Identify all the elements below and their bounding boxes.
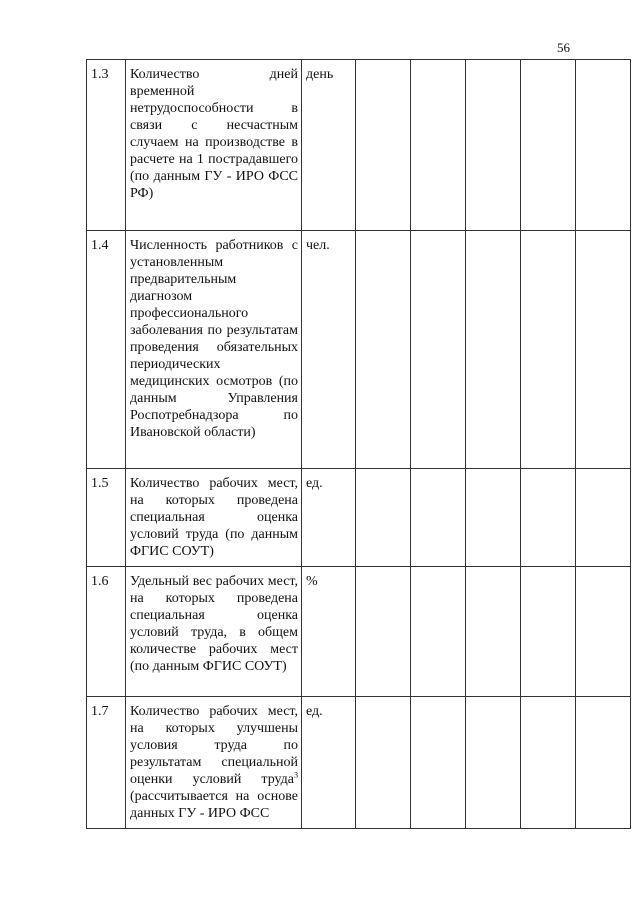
- empty-cell: [521, 60, 576, 231]
- table-row: [87, 697, 631, 829]
- empty-cell: [356, 567, 411, 697]
- empty-cell: [466, 60, 521, 231]
- empty-cell: [411, 567, 466, 697]
- row-number: 1.7: [87, 697, 126, 829]
- empty-cell: [576, 697, 631, 829]
- empty-cell: [576, 469, 631, 567]
- table-row: [87, 231, 631, 469]
- empty-cell: [356, 469, 411, 567]
- empty-cell: [466, 567, 521, 697]
- table-row: [87, 60, 631, 231]
- empty-cell: [411, 231, 466, 469]
- row-description: Численность работников с установленным предварительным диагнозом профессионального заболевания по результатам проведения обязательных периодических медицинских осмотров (по данным Управления Роспотребнадзора по Ивановской области): [126, 231, 302, 469]
- row-description: Количество дней временной нетрудоспособности в связи с несчастным случаем на производстве в расчете на 1 пострадавшего (по данным ГУ - ИРО ФСС РФ): [126, 60, 302, 231]
- row-unit: ед.: [302, 697, 356, 829]
- row-number: 1.3: [87, 60, 126, 231]
- row-description: Удельный вес рабочих мест, на которых проведена специальная оценка условий труда, в общем количестве рабочих мест (по данным ФГИС СОУТ): [126, 567, 302, 697]
- empty-cell: [466, 231, 521, 469]
- row-unit: ед.: [302, 469, 356, 567]
- page-number: 56: [557, 40, 570, 55]
- empty-cell: [576, 60, 631, 231]
- empty-cell: [356, 231, 411, 469]
- row-description-continuation: (рассчитывается на основе данных ГУ - ИРО ФСС: [130, 789, 298, 821]
- row-unit: чел.: [302, 231, 356, 469]
- row-unit: день: [302, 60, 356, 231]
- row-description: [126, 697, 302, 829]
- empty-cell: [356, 697, 411, 829]
- row-number: 1.5: [87, 469, 126, 567]
- empty-cell: [466, 697, 521, 829]
- empty-cell: [411, 697, 466, 829]
- table-row: [87, 567, 631, 697]
- table-row: [87, 469, 631, 567]
- empty-cell: [521, 231, 576, 469]
- row-description: Количество рабочих мест, на которых проведена специальная оценка условий труда (по данным ФГИС СОУТ): [126, 469, 302, 567]
- row-number: 1.4: [87, 231, 126, 469]
- row-number: 1.6: [87, 567, 126, 697]
- empty-cell: [576, 231, 631, 469]
- empty-cell: [521, 567, 576, 697]
- row-unit: %: [302, 567, 356, 697]
- indicators-table: [86, 59, 631, 829]
- row-description-text: Количество рабочих мест, на которых улучшены условия труда по результатам специальной оценки условий труда: [130, 704, 298, 787]
- empty-cell: [466, 469, 521, 567]
- empty-cell: [411, 60, 466, 231]
- empty-cell: [521, 469, 576, 567]
- empty-cell: [356, 60, 411, 231]
- footnote-marker: 3: [294, 770, 298, 780]
- empty-cell: [521, 697, 576, 829]
- empty-cell: [411, 469, 466, 567]
- empty-cell: [576, 567, 631, 697]
